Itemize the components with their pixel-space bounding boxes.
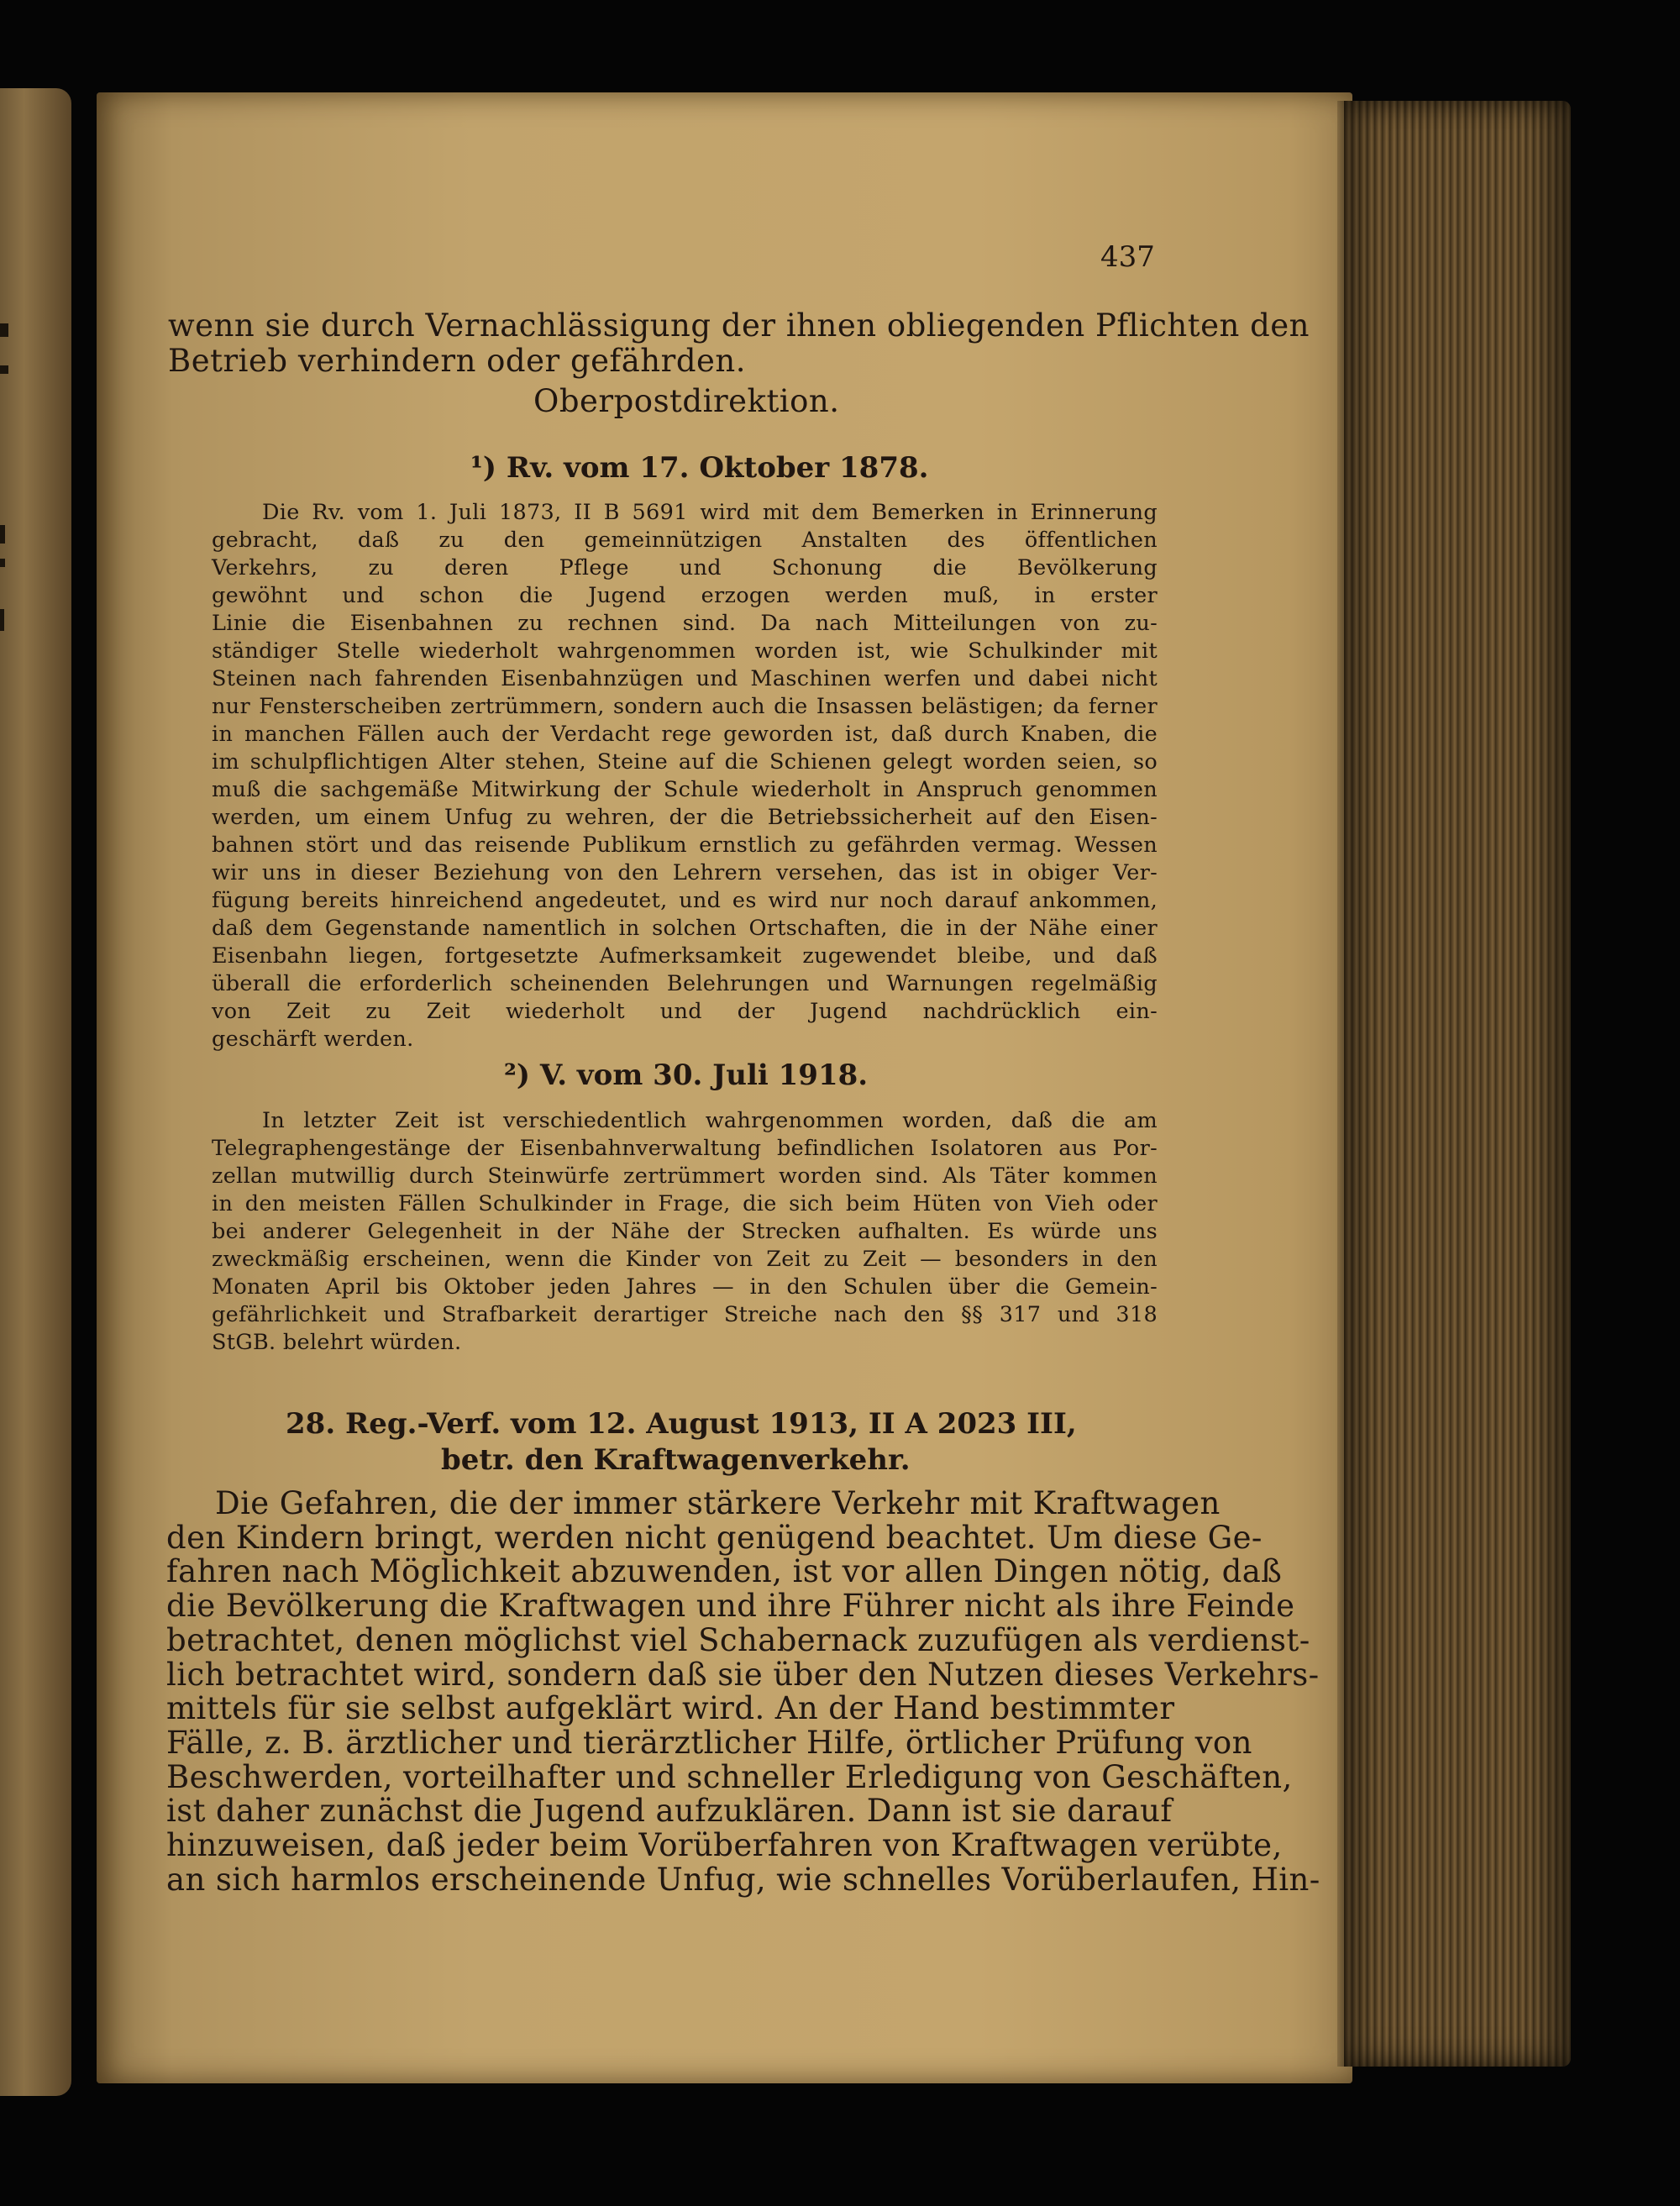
text-line: Fälle, z. B. ärztlicher und tierärztlicher Hilfe, örtlicher Prüfung von [166, 1724, 1252, 1761]
text-line: gefährlichkeit und Strafbarkeit derartiger Streiche nach den §§ 317 und 318 [212, 1302, 1158, 1327]
text-line: Betrieb verhindern oder gefährden. [168, 343, 746, 379]
text-line: wenn sie durch Vernachlässigung der ihnen obliegenden Pflichten den [168, 307, 1310, 344]
section-subheading: betr. den Kraftwagenverkehr. [441, 1443, 911, 1477]
section-heading: 28. Reg.-Verf. vom 12. August 1913, II A 2023 III, [286, 1407, 1077, 1441]
text-line: Monaten April bis Oktober jeden Jahres — in den Schulen über die Gemein- [212, 1274, 1158, 1300]
text-line: betrachtet, denen möglichst viel Schabernack zuzufügen als verdienst- [166, 1621, 1310, 1658]
text-line: den Kindern bringt, werden nicht genügend beachtet. Um diese Ge- [166, 1519, 1263, 1556]
text-line: in den meisten Fällen Schulkinder in Frage, die sich beim Hüten von Vieh oder [212, 1191, 1158, 1216]
text-line: zweckmäßig erscheinen, wenn die Kinder von Zeit zu Zeit — besonders in den [212, 1247, 1158, 1272]
text-line: Steinen nach fahrenden Eisenbahnzügen und Maschinen werfen und dabei nicht [212, 666, 1158, 691]
text-line: geschärft werden. [212, 1027, 414, 1052]
text-line: gebracht, daß zu den gemeinnützigen Anstalten des öffentlichen [212, 528, 1158, 553]
text-line: hinzuweisen, daß jeder beim Vorüberfahren von Kraftwagen verübte, [166, 1827, 1283, 1864]
edge-mark [0, 525, 5, 544]
text-line: im schulpflichtigen Alter stehen, Steine auf die Schienen gelegt worden seien, so [212, 749, 1158, 775]
edge-mark [0, 365, 8, 374]
edge-mark [0, 559, 5, 567]
signature: Oberpostdirektion. [533, 383, 840, 419]
edge-mark [0, 609, 4, 631]
text-line: zellan mutwillig durch Steinwürfe zertrümmert worden sind. Als Täter kommen [212, 1163, 1158, 1189]
book-page-stack [1344, 101, 1571, 2067]
text-line: an sich harmlos erscheinende Unfug, wie schnelles Vorüberlaufen, Hin- [166, 1861, 1320, 1898]
text-line: Linie die Eisenbahnen zu rechnen sind. Da nach Mitteilungen von zu- [212, 611, 1158, 636]
text-line: ständiger Stelle wiederholt wahrgenommen worden ist, wie Schulkinder mit [212, 638, 1158, 664]
text-line: überall die erforderlich scheinenden Belehrungen und Warnungen regelmäßig [212, 971, 1158, 996]
text-line: In letzter Zeit ist verschiedentlich wahrgenommen worden, daß die am [262, 1108, 1158, 1133]
text-line: fahren nach Möglichkeit abzuwenden, ist vor allen Dingen nötig, daß [166, 1553, 1283, 1590]
text-line: die Bevölkerung die Kraftwagen und ihre Führer nicht als ihre Feinde [166, 1588, 1295, 1625]
edge-mark [0, 323, 8, 337]
text-line: in manchen Fällen auch der Verdacht rege geworden ist, daß durch Knaben, die [212, 722, 1158, 747]
text-line: Beschwerden, vorteilhafter und schneller Erledigung von Geschäften, [166, 1758, 1293, 1795]
text-line: lich betrachtet wird, sondern daß sie über den Nutzen dieses Verkehrs- [166, 1656, 1320, 1693]
footnote-paragraph [212, 1107, 1158, 1357]
text-line: bahnen stört und das reisende Publikum ernstlich zu gefährden vermag. Wessen [212, 833, 1158, 858]
text-line: Eisenbahn liegen, fortgesetzte Aufmerksamkeit zugewendet bleibe, und daß [212, 943, 1158, 969]
text-line: Die Rv. vom 1. Juli 1873, II B 5691 wird mit dem Bemerken in Erinnerung [262, 500, 1158, 525]
text-line: muß die sachgemäße Mitwirkung der Schule wiederholt in Anspruch genommen [212, 777, 1158, 802]
left-page-edge [0, 88, 71, 2096]
text-line: Die Gefahren, die der immer stärkere Verkehr mit Kraftwagen [215, 1485, 1221, 1521]
text-line: daß dem Gegenstande namentlich in solchen Ortschaften, die in der Nähe einer [212, 916, 1158, 941]
text-line: werden, um einem Unfug zu wehren, der die Betriebssicherheit auf den Eisen- [212, 805, 1158, 830]
text-line: nur Fensterscheiben zertrümmern, sondern auch die Insassen belästigen; da ferner [212, 694, 1158, 719]
text-line: Verkehrs, zu deren Pflege und Schonung die Bevölkerung [212, 555, 1158, 580]
text-line: bei anderer Gelegenheit in der Nähe der Strecken aufhalten. Es würde uns [212, 1219, 1158, 1244]
text-line: Telegraphengestänge der Eisenbahnverwaltung befindlichen Isolatoren aus Por- [212, 1136, 1158, 1161]
section-heading: ¹) Rv. vom 17. Oktober 1878. [470, 451, 929, 485]
text-line: ist daher zunächst die Jugend aufzuklären. Dann ist sie darauf [166, 1793, 1173, 1830]
text-line: StGB. belehrt würden. [212, 1330, 462, 1355]
intro-paragraph [168, 307, 1310, 379]
text-line: fügung bereits hinreichend angedeutet, und es wird nur noch darauf ankommen, [212, 888, 1158, 913]
text-line: mittels für sie selbst aufgeklärt wird. An der Hand bestimmter [166, 1690, 1175, 1727]
text-line: wir uns in dieser Beziehung von den Lehrern versehen, das ist in obiger Ver- [212, 860, 1158, 885]
footnote-paragraph [212, 499, 1158, 1053]
text-line: gewöhnt und schon die Jugend erzogen werden muß, in erster [212, 583, 1158, 608]
page-number: 437 [1100, 240, 1155, 274]
body-paragraph [166, 1485, 1320, 1898]
text-line: von Zeit zu Zeit wiederholt und der Jugend nachdrücklich ein- [212, 999, 1158, 1024]
section-heading: ²) V. vom 30. Juli 1918. [504, 1058, 869, 1092]
